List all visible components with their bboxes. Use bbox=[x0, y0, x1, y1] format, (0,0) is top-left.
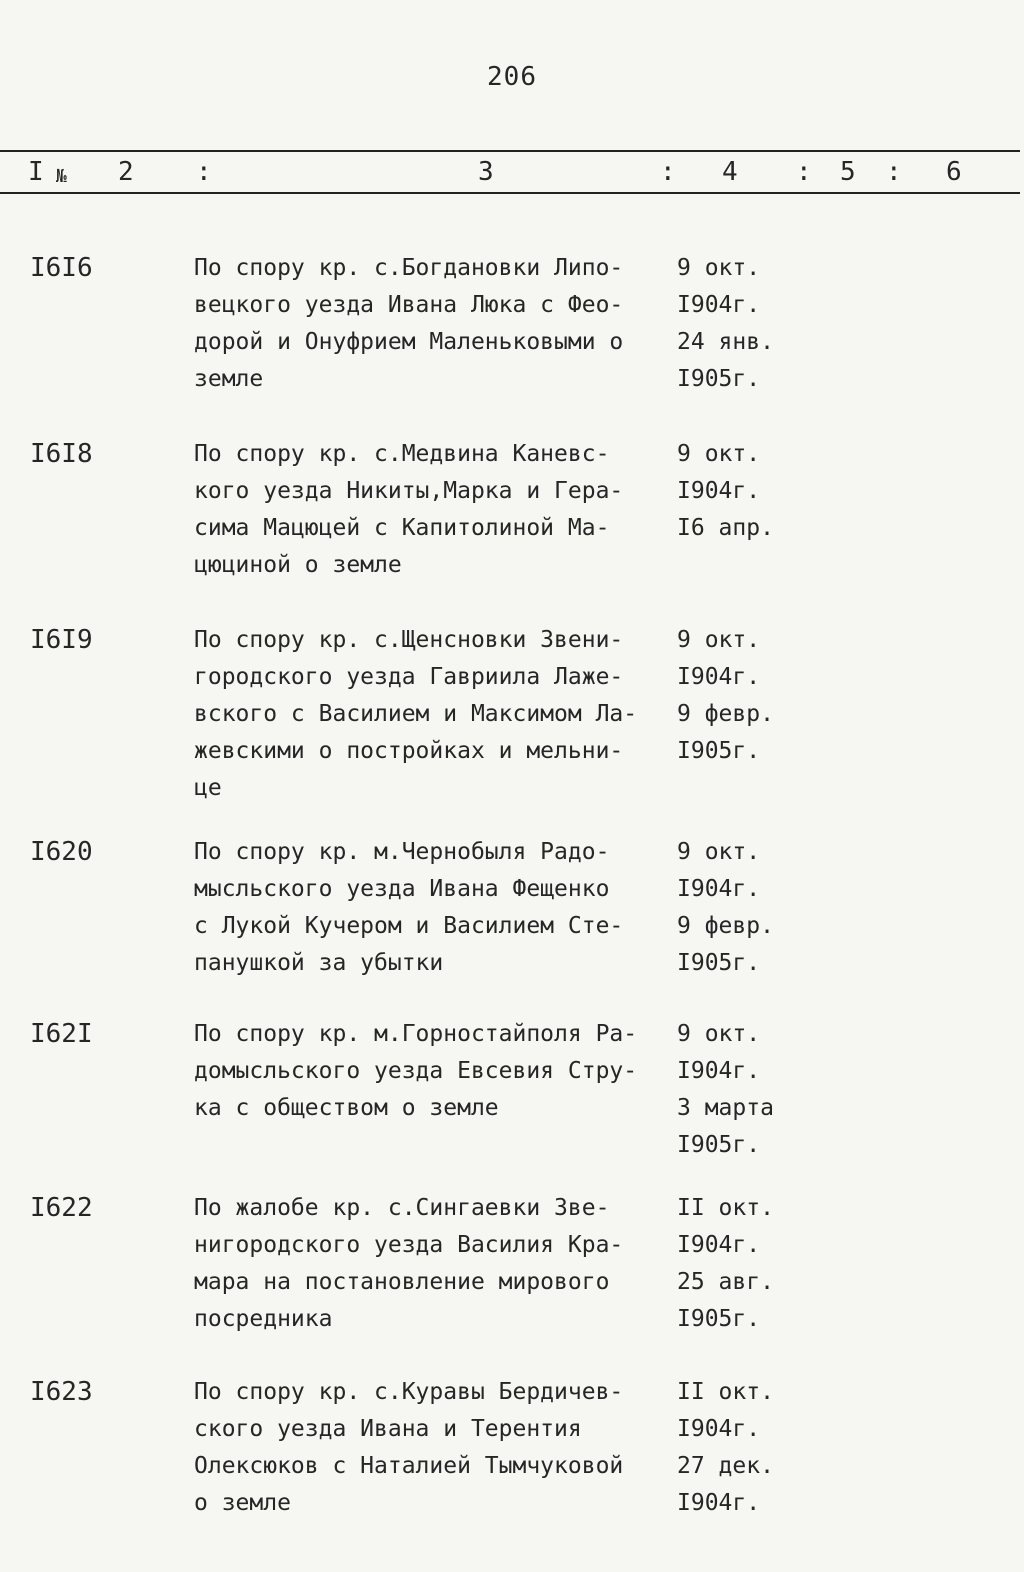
record-title-line: кого уезда Никиты,Марка и Гера- bbox=[194, 478, 624, 504]
record-date-line: I905г. bbox=[677, 950, 761, 976]
record-date-line: I904г. bbox=[677, 1416, 761, 1442]
record-title-line: мара на постановление мирового bbox=[194, 1269, 610, 1295]
record-title-line: нигородского уезда Василия Кра- bbox=[194, 1232, 624, 1258]
column-header-5: 5 bbox=[840, 157, 856, 187]
column-header-1: I bbox=[28, 157, 44, 187]
column-header-4: 4 bbox=[722, 157, 738, 187]
record-date-line: 9 окт. bbox=[677, 441, 761, 467]
column-header-number-sign: № bbox=[56, 166, 67, 187]
record-date-line: 9 окт. bbox=[677, 839, 761, 865]
record-number: I6I6 bbox=[30, 253, 93, 283]
record-title-line: с Лукой Кучером и Василием Сте- bbox=[194, 913, 624, 939]
record-date-line: I905г. bbox=[677, 738, 761, 764]
record-date-line: I904г. bbox=[677, 664, 761, 690]
record-title-line: це bbox=[194, 775, 222, 801]
record-number: I622 bbox=[30, 1193, 93, 1223]
record-date-line: 3 марта bbox=[677, 1095, 774, 1121]
record-date-line: 24 янв. bbox=[677, 329, 774, 355]
column-header-2: 2 bbox=[118, 157, 134, 187]
column-separator: : bbox=[796, 157, 812, 187]
record-title-line: о земле bbox=[194, 1490, 291, 1516]
record-title-line: ка с обществом о земле bbox=[194, 1095, 499, 1121]
column-separator: : bbox=[660, 157, 676, 187]
record-dates bbox=[677, 1374, 774, 1522]
record-title-line: земле bbox=[194, 366, 264, 392]
record-title bbox=[194, 1374, 684, 1522]
record-dates bbox=[677, 622, 774, 770]
page-number: 206 bbox=[487, 62, 537, 92]
record-title bbox=[194, 1016, 684, 1127]
record-title-line: цюциной о земле bbox=[194, 552, 402, 578]
record-title bbox=[194, 622, 684, 807]
record-date-line: I904г. bbox=[677, 1232, 761, 1258]
column-header-6: 6 bbox=[946, 157, 962, 187]
record-date-line: 9 февр. bbox=[677, 701, 774, 727]
record-dates bbox=[677, 250, 774, 398]
record-number: I62I bbox=[30, 1019, 93, 1049]
record-title-line: городского уезда Гавриила Лаже- bbox=[194, 664, 624, 690]
header-bottom-rule bbox=[0, 192, 1020, 194]
record-title-line: дорой и Онуфрием Маленьковыми о bbox=[194, 329, 624, 355]
record-date-line: 25 авг. bbox=[677, 1269, 774, 1295]
record-title-line: посредника bbox=[194, 1306, 333, 1332]
record-title-line: сима Мацюцей с Капитолиной Ма- bbox=[194, 515, 610, 541]
record-title-line: мысльского уезда Ивана Фещенко bbox=[194, 876, 610, 902]
record-date-line: I904г. bbox=[677, 1490, 761, 1516]
record-date-line: 9 окт. bbox=[677, 1021, 761, 1047]
record-date-line: I905г. bbox=[677, 1132, 761, 1158]
record-title bbox=[194, 834, 684, 982]
record-date-line: II окт. bbox=[677, 1379, 774, 1405]
column-separator: : bbox=[196, 157, 212, 187]
record-date-line: I6 апр. bbox=[677, 515, 774, 541]
record-dates bbox=[677, 1190, 774, 1338]
record-title-line: По спору кр. с.Щенсновки Звени- bbox=[194, 627, 624, 653]
record-date-line: I905г. bbox=[677, 1306, 761, 1332]
record-title-line: Олексюков с Наталией Тымчуковой bbox=[194, 1453, 624, 1479]
record-title-line: панушкой за убытки bbox=[194, 950, 444, 976]
record-number: I6I8 bbox=[30, 439, 93, 469]
record-date-line: I905г. bbox=[677, 366, 761, 392]
record-title-line: По спору кр. с.Богдановки Липо- bbox=[194, 255, 624, 281]
record-title-line: По спору кр. с.Медвина Каневс- bbox=[194, 441, 610, 467]
record-title-line: домысльского уезда Евсевия Стру- bbox=[194, 1058, 638, 1084]
header-top-rule bbox=[0, 150, 1020, 152]
record-date-line: II окт. bbox=[677, 1195, 774, 1221]
record-title-line: По спору кр. м.Горностайполя Ра- bbox=[194, 1021, 638, 1047]
record-title-line: По спору кр. м.Чернобыля Радо- bbox=[194, 839, 610, 865]
column-header-3: 3 bbox=[478, 157, 494, 187]
record-date-line: I904г. bbox=[677, 478, 761, 504]
record-title-line: вецкого уезда Ивана Люка с Фео- bbox=[194, 292, 624, 318]
record-title bbox=[194, 250, 684, 398]
record-date-line: I904г. bbox=[677, 876, 761, 902]
record-title-line: вского с Василием и Максимом Ла- bbox=[194, 701, 638, 727]
record-date-line: I904г. bbox=[677, 292, 761, 318]
record-title bbox=[194, 1190, 684, 1338]
record-date-line: 9 окт. bbox=[677, 627, 761, 653]
record-dates bbox=[677, 1016, 774, 1164]
record-number: I620 bbox=[30, 837, 93, 867]
record-date-line: 9 окт. bbox=[677, 255, 761, 281]
record-date-line: I904г. bbox=[677, 1058, 761, 1084]
record-number: I623 bbox=[30, 1377, 93, 1407]
record-number: I6I9 bbox=[30, 625, 93, 655]
record-date-line: 9 февр. bbox=[677, 913, 774, 939]
record-date-line: 27 дек. bbox=[677, 1453, 774, 1479]
record-title bbox=[194, 436, 684, 584]
record-title-line: ского уезда Ивана и Терентия bbox=[194, 1416, 582, 1442]
record-title-line: жевскими о постройках и мельни- bbox=[194, 738, 624, 764]
column-separator: : bbox=[886, 157, 902, 187]
record-dates bbox=[677, 834, 774, 982]
record-dates bbox=[677, 436, 774, 547]
record-title-line: По жалобе кр. с.Сингаевки Зве- bbox=[194, 1195, 610, 1221]
record-title-line: По спору кр. с.Куравы Бердичев- bbox=[194, 1379, 624, 1405]
